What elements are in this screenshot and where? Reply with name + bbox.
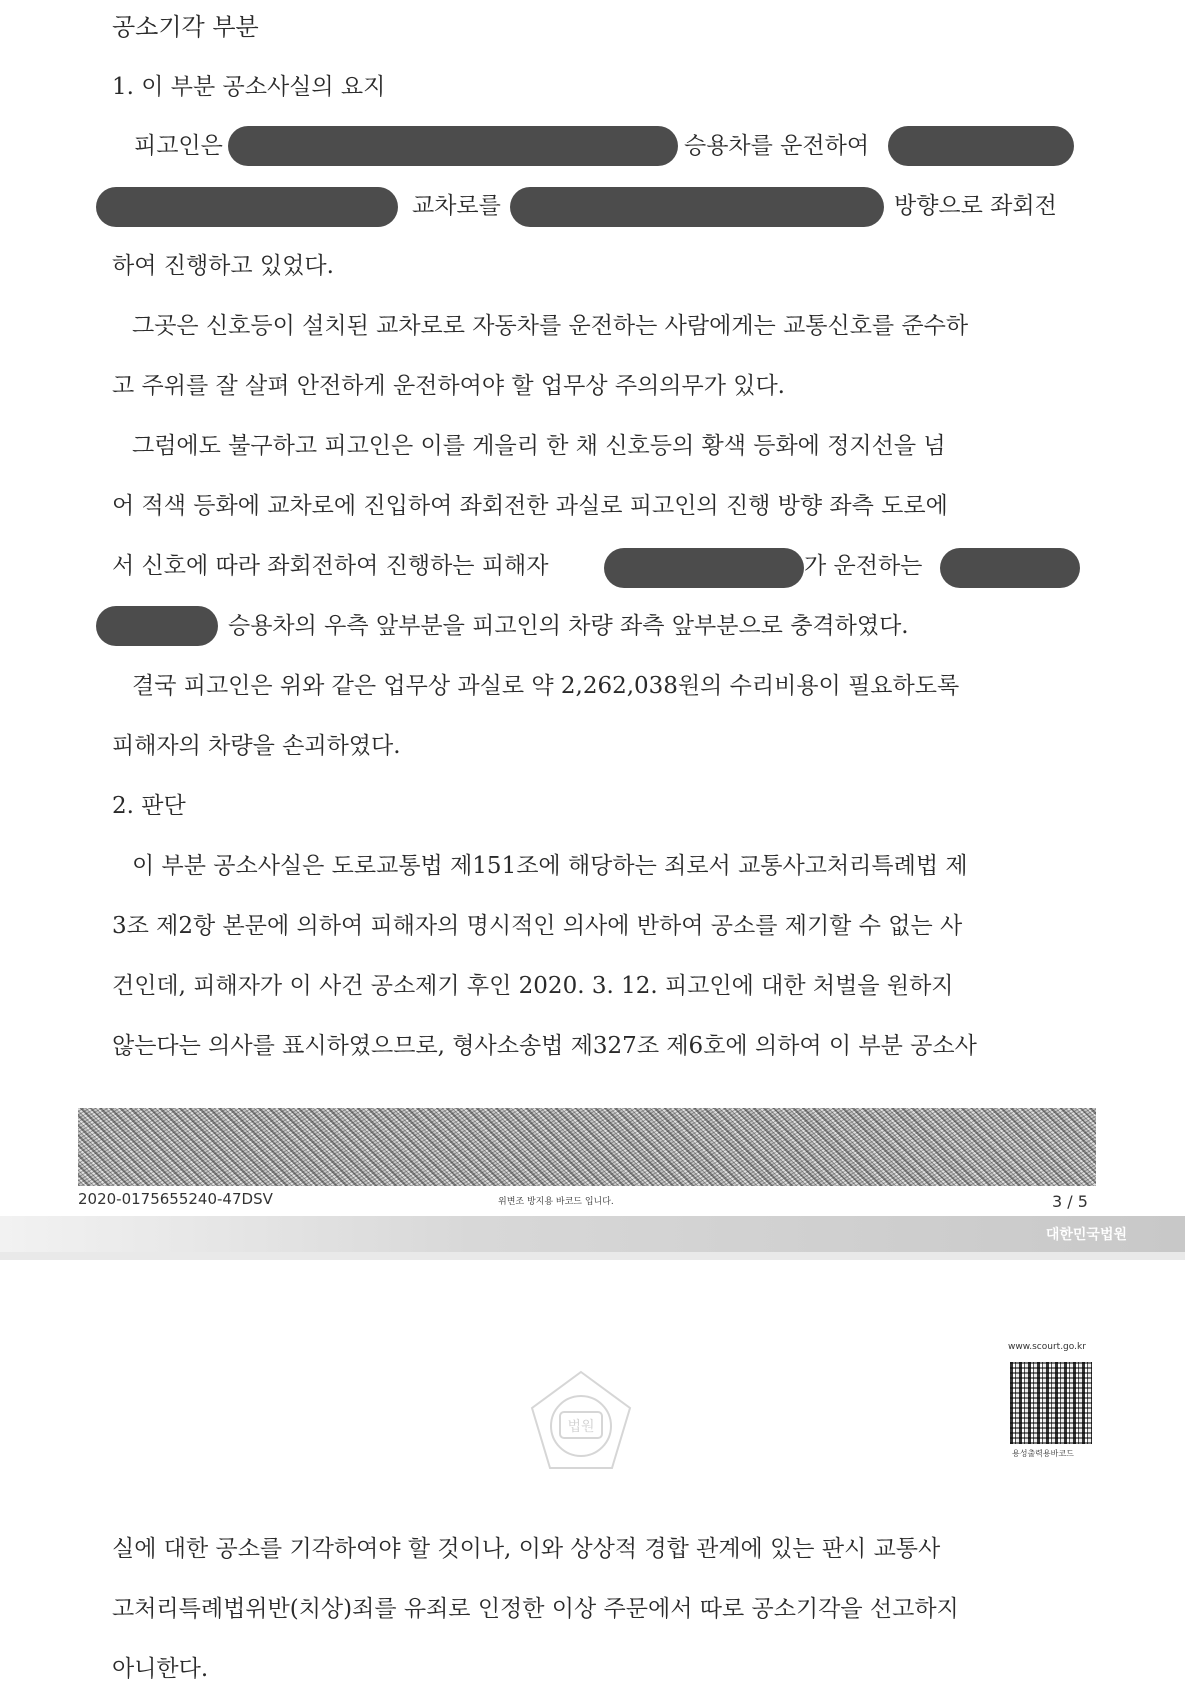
subheading-summary: 1. 이 부분 공소사실의 요지 (112, 74, 386, 100)
redaction-direction (510, 187, 884, 227)
redaction-location-1 (888, 126, 1074, 166)
redaction-location-2 (96, 187, 398, 227)
anti-forgery-barcode (78, 1108, 1096, 1186)
p6-line2: 고처리특례법위반(치상)죄를 유죄로 인정한 이상 주문에서 따로 공소기각을 선고하지 (112, 1596, 959, 1622)
p1-text-c: 교차로를 (412, 193, 501, 219)
p2-line1: 그곳은 신호등이 설치된 교차로로 자동차를 운전하는 사람에게는 교통신호를 준수하 (132, 313, 969, 339)
redaction-victim (604, 548, 804, 588)
p4-line1: 결국 피고인은 위와 같은 업무상 과실로 약 2,262,038원의 수리비용이 필요하도록 (132, 673, 960, 699)
p3-line1: 그럼에도 불구하고 피고인은 이를 게을리 한 채 신호등의 황색 등화에 정지선을 넘 (132, 433, 946, 459)
p2-line2: 고 주위를 잘 살펴 안전하게 운전하여야 할 업무상 주의의무가 있다. (112, 373, 785, 399)
p5-line1: 이 부분 공소사실은 도로교통법 제151조에 해당하는 죄로서 교통사고처리특례법 제 (132, 853, 968, 879)
redaction-vehicle-1 (228, 126, 678, 166)
p1-text-b: 승용차를 운전하여 (684, 133, 870, 159)
p3-line4: 승용차의 우측 앞부분을 피고인의 차량 좌측 앞부분으로 충격하였다. (228, 613, 909, 639)
page-number: 3 / 5 (1052, 1192, 1088, 1211)
p3-line2: 어 적색 등화에 교차로에 진입하여 좌회전한 과실로 피고인의 진행 방향 좌측 도로에 (112, 493, 948, 519)
redaction-vehicle-2 (940, 548, 1080, 588)
page-divider (0, 1252, 1185, 1260)
barcode-note: 위변조 방지용 바코드 입니다. (498, 1197, 614, 1207)
p4-line2: 피해자의 차량을 손괴하였다. (112, 733, 401, 759)
footer-band (0, 1216, 1185, 1252)
court-brand: 대한민국법원 (1045, 1227, 1127, 1243)
p1-text-a: 피고인은 (134, 133, 223, 159)
p6-line1: 실에 대한 공소를 기각하여야 할 것이나, 이와 상상적 경합 관계에 있는 판시 교통사 (112, 1536, 941, 1562)
p5-line3: 건인데, 피해자가 이 사건 공소제기 후인 2020. 3. 12. 피고인에 대한 처벌을 원하지 (112, 973, 954, 999)
p1-text-d: 방향으로 좌회전 (894, 193, 1057, 219)
qr-label: 용성출력용바코드 (1012, 1449, 1074, 1458)
output-qr-code (1010, 1362, 1092, 1444)
p1-line3: 하여 진행하고 있었다. (112, 253, 334, 279)
p3-text-a: 서 신호에 따라 좌회전하여 진행하는 피해자 (112, 553, 549, 579)
document-id: 2020-0175655240-47DSV (78, 1190, 273, 1208)
p5-line2: 3조 제2항 본문에 의하여 피해자의 명시적인 의사에 반하여 공소를 제기할 수 없는 사 (112, 913, 963, 939)
subheading-judgment: 2. 판단 (112, 793, 186, 819)
p6-line3: 아니한다. (112, 1656, 209, 1682)
redaction-vehicle-3 (96, 606, 218, 646)
court-website: www.scourt.go.kr (1008, 1342, 1086, 1352)
court-seal-icon (522, 1368, 640, 1476)
section-heading: 공소기각 부분 (112, 13, 259, 41)
p5-line4: 않는다는 의사를 표시하였으므로, 형사소송법 제327조 제6호에 의하여 이 부분 공소사 (112, 1033, 977, 1059)
p3-text-b: 가 운전하는 (804, 553, 923, 579)
seal-text: 법원 (567, 1419, 595, 1435)
